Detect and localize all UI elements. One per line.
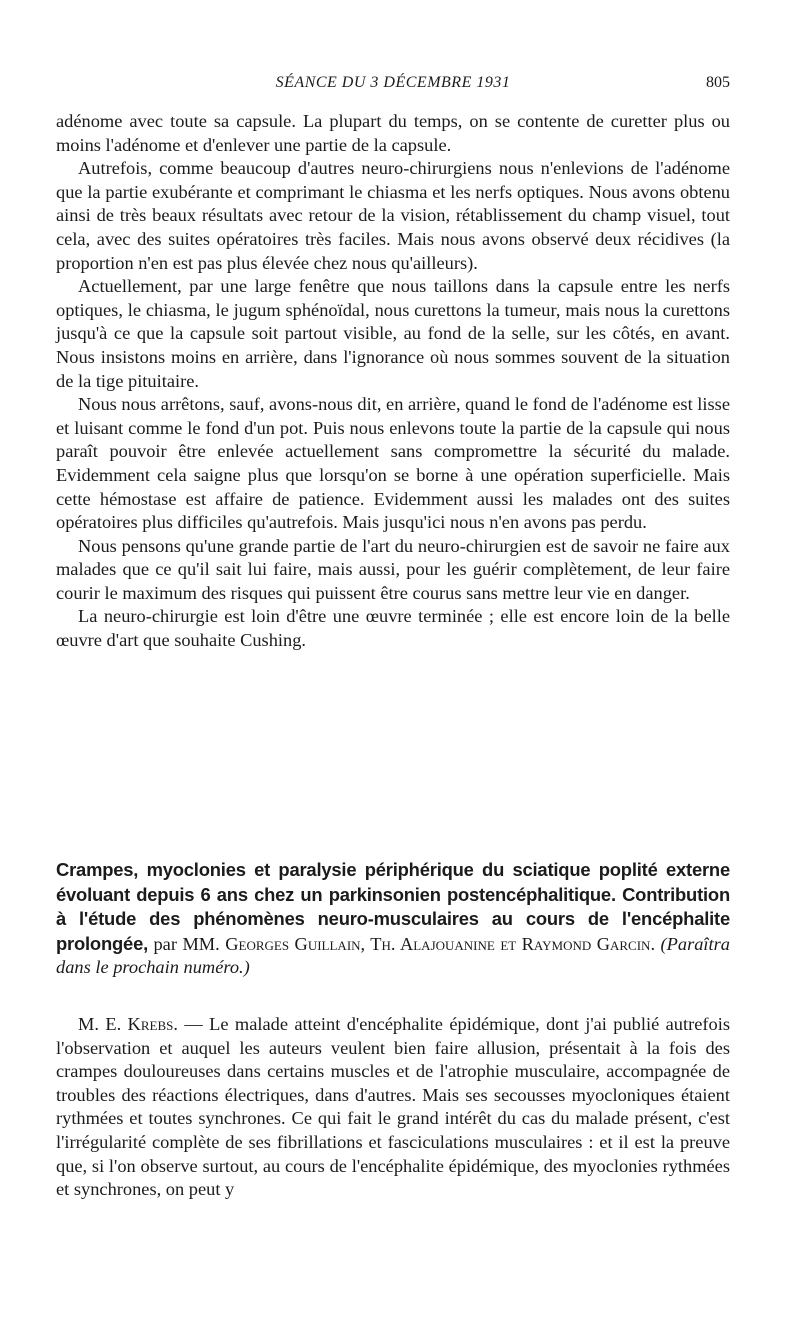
paragraph-4: Nous nous arrêtons, sauf, avons-nous dit, en arrière, quand le fond de l'adénome est lisse et luisant comme le fond d'un pot. Puis nous enlevons toute la partie de la capsule qui nous paraît pouvoir être enlevée actuellement sans compromettre la sécurité du malade. Evidemment cela saigne plus que lorsqu'on se borne à une opération superficielle. Mais cette hémostase est affaire de patience. Evidemment aussi les malades ont des suites opératoires plus difficiles qu'autrefois. Mais jusqu'ici nous n'en avons pas perdu. [56, 394, 730, 533]
discussion-text: — Le malade atteint d'encéphalite épidémique, dont j'ai publié autrefois l'observation et auquel les auteurs veulent bien faire allusion, présentait à la fois des crampes douloureuses dans certains muscles et de l'atrophie musculaire, accompagnée de troubles des réactions électriques, dans d'autres. Mais ses secousses myocloniques étaient rythmées et toutes synchrones. Ce qui fait le grand intérêt du cas du malade présent, c'est l'irrégularité complète de ses fibrillations et fasciculations musculaires : et il est la preuve que, si l'on observe surtout, au cours de l'encéphalite épidémique, des myoclonies rythmées et synchrones, on peut y [56, 1014, 730, 1200]
discussion-speaker: M. E. Krebs. [78, 1014, 178, 1034]
page-number: 805 [706, 74, 730, 91]
paragraph-6: La neuro-chirurgie est loin d'être une œuvre terminée ; elle est encore loin de la belle œuvre d'art que souhaite Cushing. [56, 606, 730, 651]
communication-section [56, 858, 730, 980]
paragraph-1: adénome avec toute sa capsule. La plupart du temps, on se contente de curetter plus ou moins l'adénome et d'enlever une partie de la capsule. [56, 111, 730, 155]
body-text [56, 110, 730, 653]
communication-entry [56, 858, 730, 980]
communication-announce: (Paraîtra dans le prochain numéro.) [56, 933, 730, 978]
discussion-section [56, 1013, 730, 1202]
communication-title: Crampes, myoclonies et paralysie périphérique du sciatique poplité externe évoluant depuis 6 ans chez un parkinsonien postencéphalitique. Contribution à l'étude des phénomènes neuro-musculaires au cours de l'encéphalite prolongée, [56, 859, 730, 954]
paragraph-5: Nous pensons qu'une grande partie de l'art du neuro-chirurgien est de savoir ne faire aux malades que ce qu'il sait lui faire, mais aussi, pour les guérir complètement, de leur faire courir le maximum des risques qui puissent être courus sans mettre leur vie en danger. [56, 535, 730, 603]
authors-prefix: par MM. [148, 933, 226, 954]
running-head [56, 74, 730, 98]
paragraph-2: Autrefois, comme beaucoup d'autres neuro-chirurgiens nous n'enlevions de l'adénome que la partie exubérante et comprimant le chiasma et les nerfs optiques. Nous avons obtenu ainsi de très beaux résultats avec retour de la vision, rétablissement du champ visuel, tout cela, avec des suites opératoires très faciles. Mais nous avons observé deux récidives (la proportion n'en est pas plus élevée chez nous qu'ailleurs). [56, 158, 730, 273]
communication-authors: Georges Guillain, Th. Alajouanine et Raymond Garcin. [225, 933, 656, 954]
discussion-paragraph [56, 1013, 730, 1202]
running-title: SÉANCE DU 3 DÉCEMBRE 1931 [275, 74, 511, 91]
paragraph-3: Actuellement, par une large fenêtre que nous taillons dans la capsule entre les nerfs optiques, le chiasma, le jugum sphénoïdal, nous curettons la tumeur, mais nous la curettons jusqu'à ce que la capsule soit partout visible, au fond de la selle, sur les côtés, en avant. Nous insistons moins en arrière, dans l'ignorance où nous sommes souvent de la situation de la tige pituitaire. [56, 276, 730, 391]
